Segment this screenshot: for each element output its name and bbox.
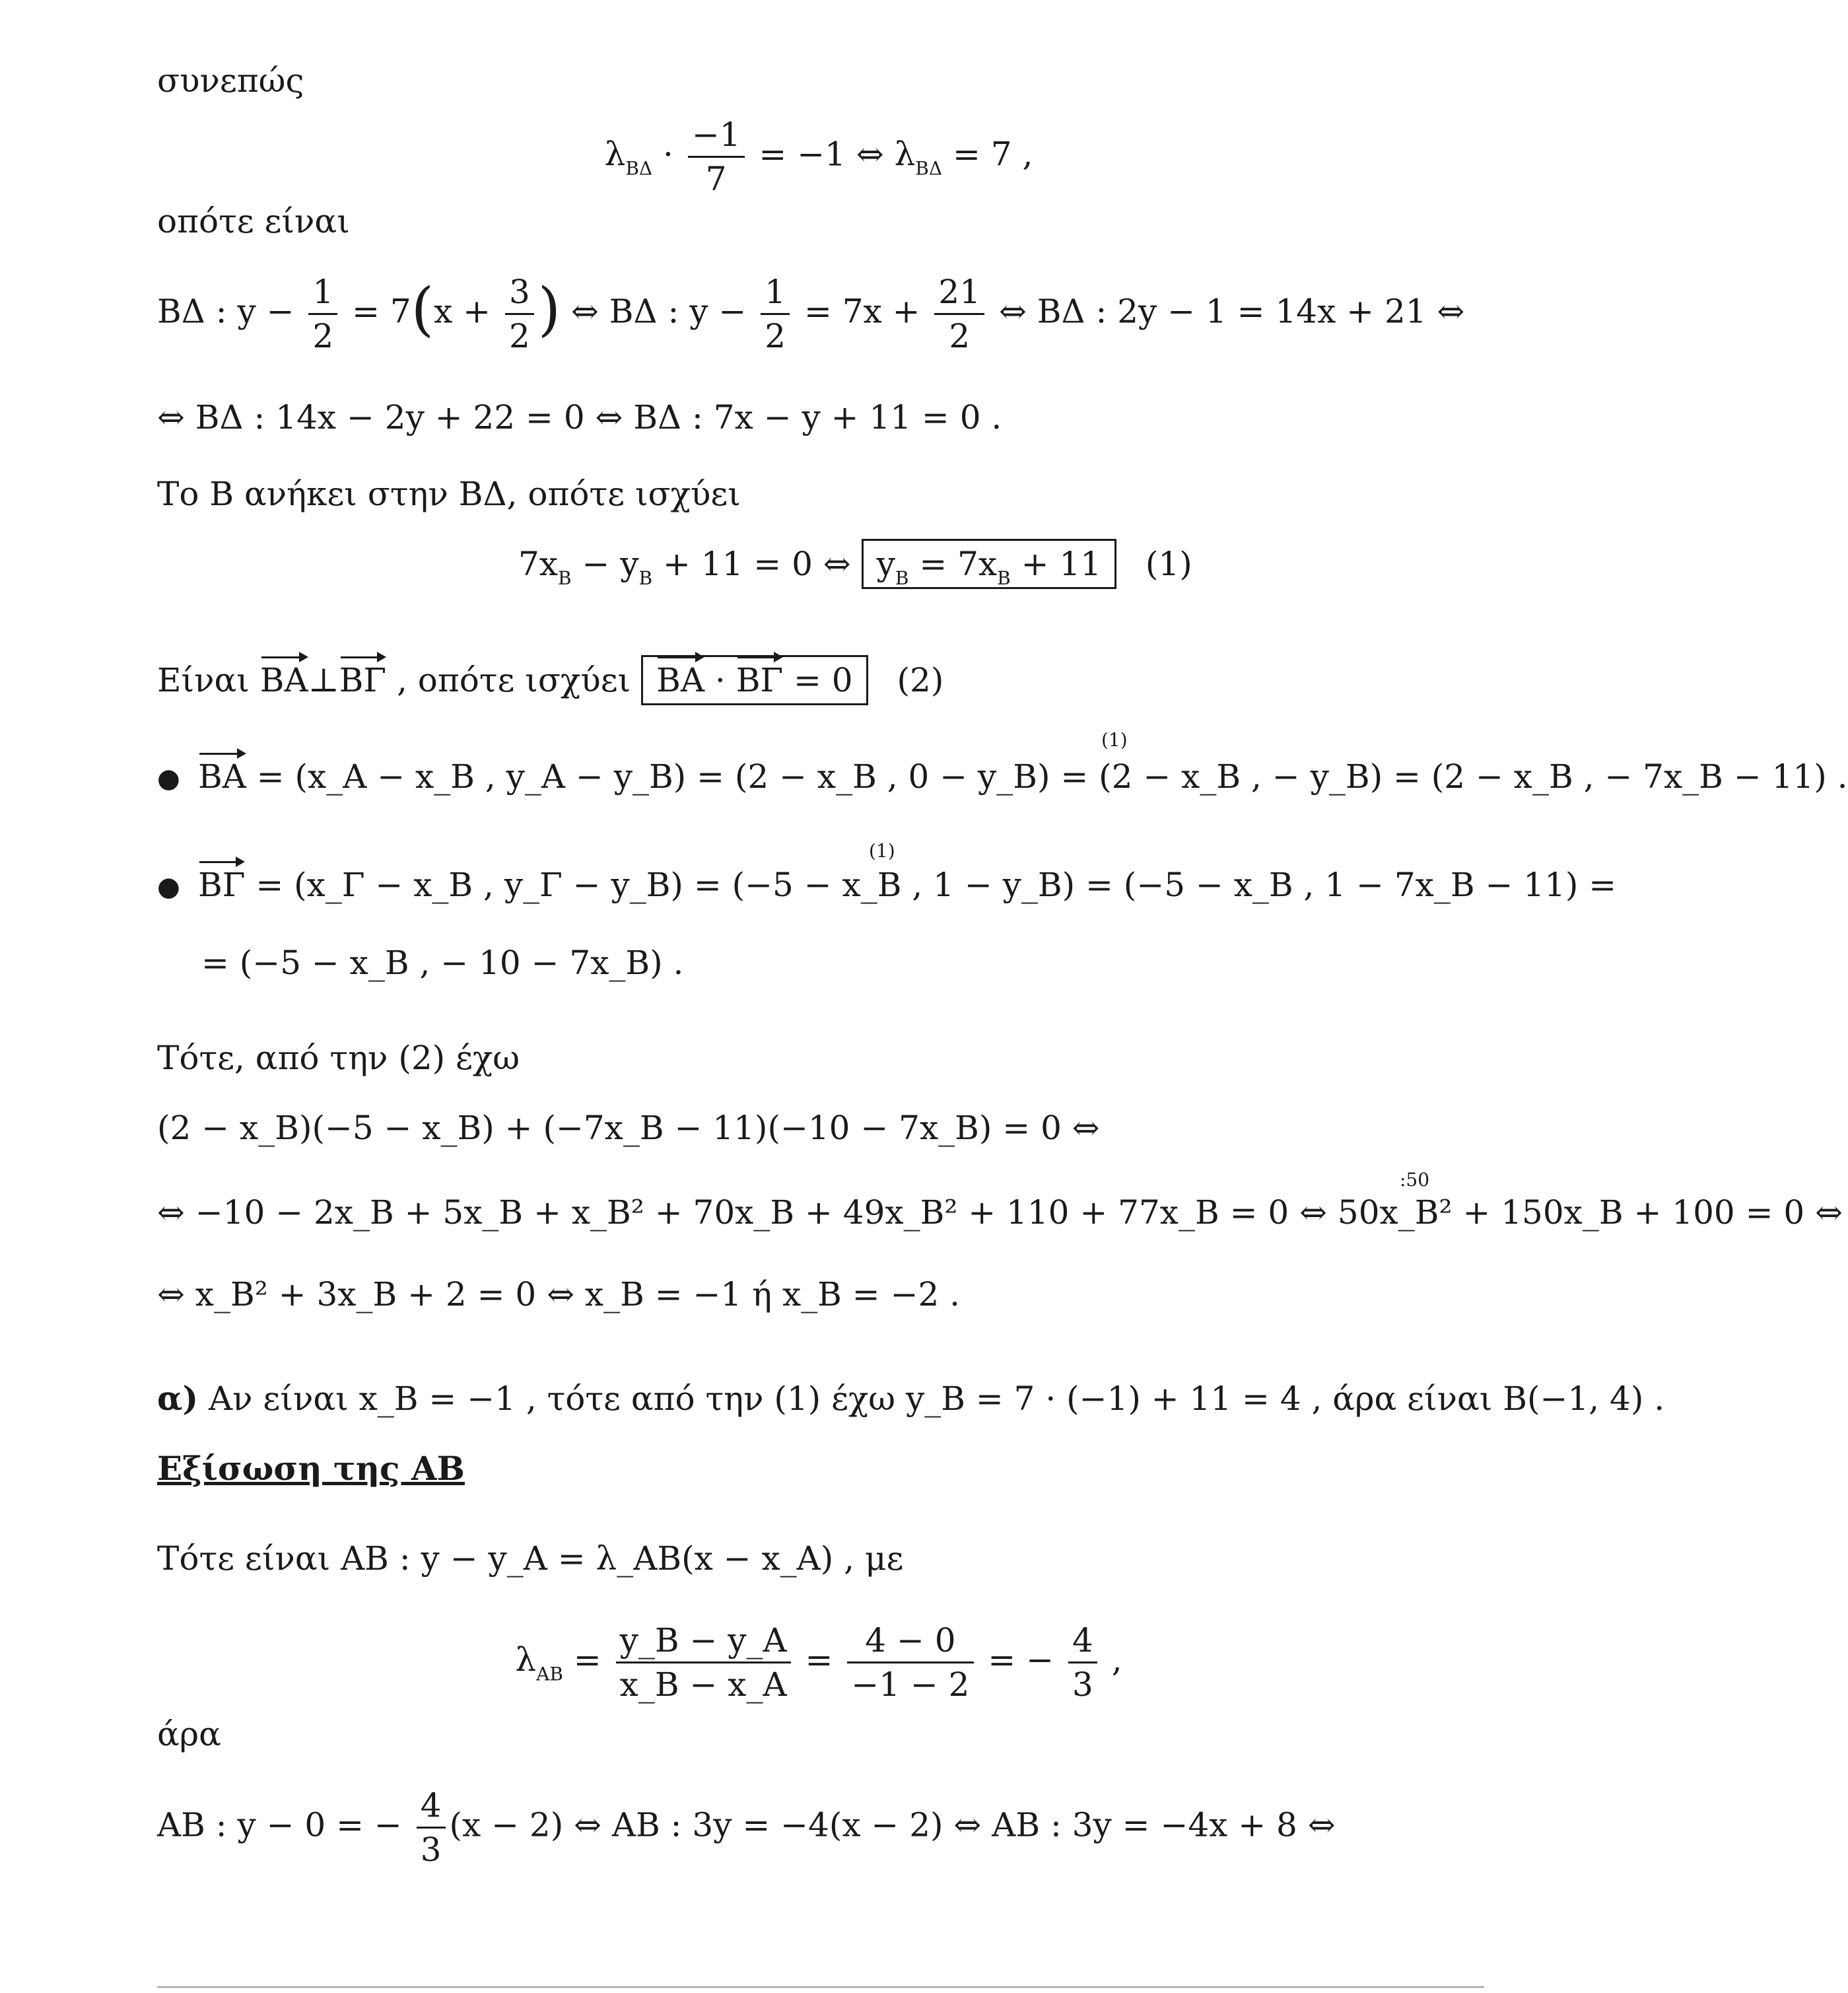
equation-line: (2 − x_Β)(−5 − x_Β) + (−7x_Β − 11)(−10 − 7x_Β) = 0 ⇔: [157, 1109, 1100, 1147]
denominator: 3: [1072, 1665, 1093, 1704]
eq-sub: ΑΒ: [536, 1663, 563, 1685]
fraction: [505, 273, 534, 355]
fraction: [308, 273, 337, 355]
denominator: 2: [312, 317, 334, 355]
eq-sub: Β: [558, 567, 572, 589]
eq-text: ·: [704, 661, 736, 699]
vector-ba: ΒΑ: [656, 661, 704, 699]
eq-text: Αν είναι x_Β = −1 , τότε από την (1) έχω y_Β = 7 · (−1) + 11 = 4 , άρα είναι Β(−1, 4) .: [198, 1380, 1665, 1418]
eq-text: y: [876, 545, 895, 583]
denominator: 2: [949, 317, 971, 355]
numerator: −1: [688, 116, 745, 158]
footer-divider: [157, 1986, 1484, 1988]
equation-bg-vector: [198, 865, 1616, 905]
equation-line: ⇔ x_Β² + 3x_Β + 2 = 0 ⇔ x_Β = −1 ή x_Β = −2 .: [157, 1275, 961, 1313]
eq-text: =: [563, 1640, 612, 1679]
equation-bd-line: [157, 273, 1464, 355]
numerator: 1: [308, 273, 337, 315]
eq-text: − y: [571, 545, 639, 583]
eq-text: ⇔ ΒΔ : y −: [561, 292, 757, 331]
eq-text: Είναι: [157, 661, 260, 699]
superscript-note: (1): [1101, 729, 1128, 751]
eq-text: = (x_Α − x_Β , y_Α − y_Β) = (2 − x_Β , 0 − y_Β) = (2 − x_Β , − y_Β) = (2 − x_Β , − 7x_Β − 11) .: [246, 757, 1848, 796]
eq-sub: Β: [638, 567, 653, 589]
vector-ba: ΒΑ: [198, 757, 246, 796]
numerator: 4 − 0: [847, 1622, 973, 1663]
numerator: 21: [934, 273, 984, 315]
eq-sub: ΒΔ: [915, 157, 943, 180]
vector-bg: ΒΓ: [339, 661, 387, 699]
eq-text: ΑΒ : y − 0 = −: [157, 1805, 413, 1844]
eq-text: = (x_Γ − x_Β , y_Γ − y_Β) = (−5 − x_Β , 1 − y_Β) = (−5 − x_Β , 1 − 7x_Β − 11) =: [245, 866, 1617, 904]
fraction: [417, 1787, 446, 1868]
eq-sub: Β: [895, 567, 909, 589]
part-a-line: [157, 1379, 1664, 1418]
eq-text: x +: [434, 292, 501, 331]
equation-line: ⇔ −10 − 2x_Β + 5x_Β + x_Β² + 70x_Β + 49x_Β² + 110 + 77x_Β = 0 ⇔ 50x_Β² + 150x_Β + 100 = 0 ⇔: [157, 1193, 1843, 1232]
eq-text: = 7x +: [794, 292, 931, 331]
eq-sub: Β: [997, 567, 1011, 589]
eq-text: ΒΔ : y −: [157, 292, 305, 331]
fraction: [934, 273, 984, 355]
eq-text: = 7x: [908, 545, 998, 583]
text-line: συνεπώς: [157, 61, 304, 100]
eq-text: 7x: [518, 545, 559, 583]
fraction: [847, 1622, 973, 1703]
superscript-note: (1): [869, 840, 895, 862]
vector-bg: ΒΓ: [198, 866, 246, 904]
text-line: Τότε, από την (2) έχω: [157, 1039, 520, 1077]
boxed-result: [862, 539, 1116, 589]
perp-symbol: ⊥: [308, 661, 339, 699]
eq-text: λ: [515, 1640, 537, 1679]
denominator: −1 − 2: [851, 1665, 970, 1704]
eq-text: λ: [604, 135, 626, 174]
text-line: Το Β ανήκει στην ΒΔ, οπότε ισχύει: [157, 475, 741, 513]
numerator: y_Β − y_Α: [616, 1622, 791, 1663]
section-heading: Εξίσωση της ΑΒ: [157, 1449, 465, 1488]
fraction: [688, 116, 745, 197]
vector-bg: ΒΓ: [736, 661, 784, 699]
denominator: 2: [508, 317, 530, 355]
denominator: 7: [705, 160, 727, 198]
equation-ba-vector: [198, 757, 1848, 796]
boxed-result: [641, 655, 868, 705]
denominator: x_Β − x_Α: [619, 1665, 787, 1704]
fraction: [761, 273, 790, 355]
denominator: 2: [765, 317, 786, 355]
paren: (: [411, 275, 434, 343]
equation-tag: (1): [1145, 545, 1192, 583]
numerator: 4: [1068, 1622, 1097, 1663]
text-line: Τότε είναι ΑΒ : y − y_Α = λ_ΑΒ(x − x_Α) , με: [157, 1539, 904, 1578]
fraction: [616, 1622, 791, 1703]
eq-text: = 7: [341, 292, 411, 331]
eq-sub: ΒΔ: [625, 157, 653, 180]
eq-text: = −: [977, 1640, 1064, 1679]
eq-text: ⇔ ΒΔ : 2y − 1 = 14x + 21 ⇔: [988, 292, 1465, 331]
numerator: 1: [761, 273, 790, 315]
text-line: οπότε είναι: [157, 202, 350, 240]
eq-text: , οπότε ισχύει: [386, 661, 642, 699]
equation-lambda-ab: [0, 1622, 1637, 1703]
eq-text: ·: [652, 135, 684, 174]
equation-boxed-1: [518, 544, 1192, 598]
bullet-icon: ●: [157, 872, 180, 902]
paren: ): [537, 275, 561, 343]
superscript-note: :50: [1400, 1169, 1430, 1191]
eq-text: = −1 ⇔ λ: [748, 135, 916, 174]
vector-ba: ΒΑ: [259, 661, 308, 699]
part-label: α): [157, 1379, 199, 1418]
equation-tag: (2): [897, 661, 944, 699]
eq-text: + 11 = 0 ⇔: [652, 545, 862, 583]
eq-text: = 7 ,: [942, 135, 1033, 174]
eq-text: = 0: [783, 661, 853, 699]
equation-ab-line: [157, 1787, 1336, 1868]
eq-text: (x − 2) ⇔ ΑΒ : 3y = −4(x − 2) ⇔ ΑΒ : 3y = −4x + 8 ⇔: [449, 1805, 1336, 1844]
eq-text: =: [794, 1640, 844, 1679]
numerator: 3: [505, 273, 534, 315]
eq-text: ,: [1101, 1640, 1122, 1679]
fraction: [1068, 1622, 1097, 1703]
denominator: 3: [420, 1831, 442, 1869]
bullet-icon: ●: [157, 763, 180, 794]
equation-line: = (−5 − x_Β , − 10 − 7x_Β) .: [201, 944, 684, 982]
text-line-vectors: [157, 660, 943, 700]
numerator: 4: [417, 1787, 446, 1829]
eq-text: + 11: [1010, 545, 1102, 583]
text-line: άρα: [157, 1715, 221, 1753]
equation-lambda-bd: [0, 116, 1637, 197]
equation-line: ⇔ ΒΔ : 14x − 2y + 22 = 0 ⇔ ΒΔ : 7x − y + 11 = 0 .: [157, 398, 1002, 437]
